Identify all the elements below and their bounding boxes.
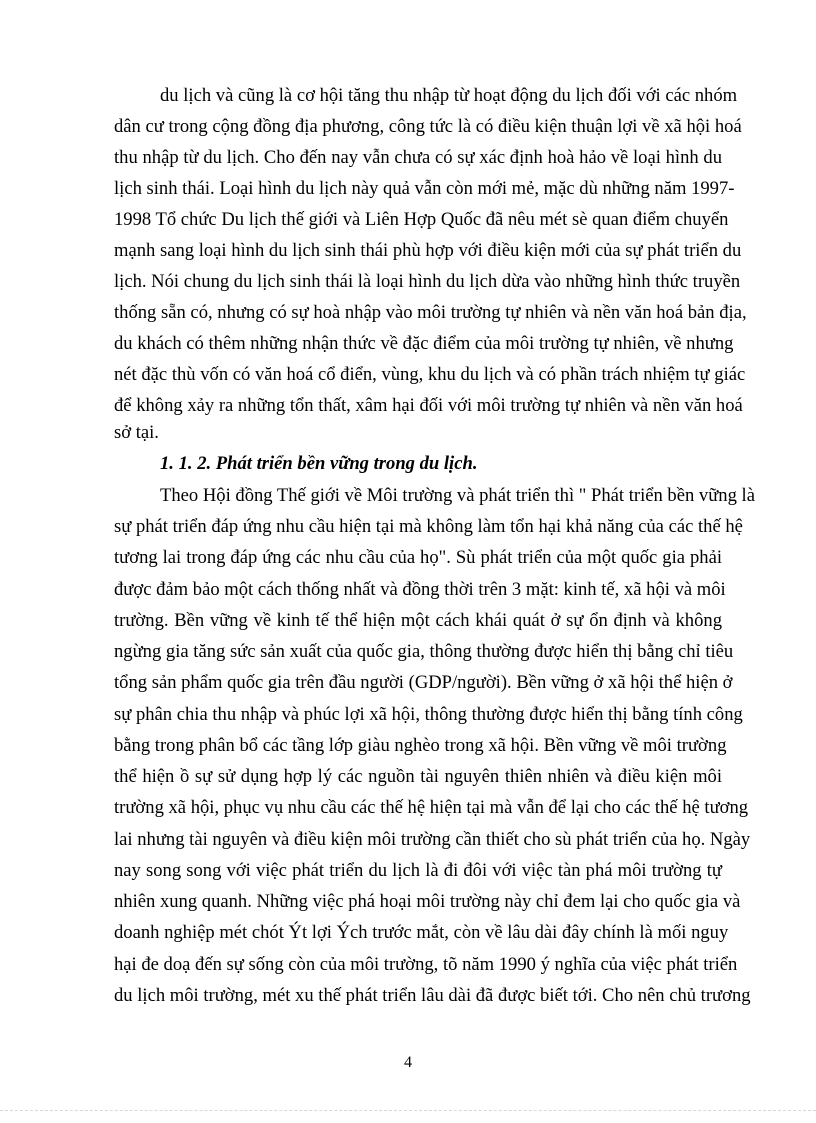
text-line: doanh nghiệp mét chót Ýt lợi Ých trước mắt, còn về lâu dài đây chính là mối nguy: [114, 922, 729, 943]
text-line: lịch sinh thái. Loại hình du lịch này quả vẫn còn mới mẻ, mặc dù những năm 1997-: [114, 178, 735, 199]
text-line: nay song song với việc phát triển du lịch là đi đôi với việc tàn phá môi trường tự: [114, 860, 722, 881]
text-line: sự phát triển đáp ứng nhu cầu hiện tại mà không làm tổn hại khả năng của các thế hệ: [114, 516, 743, 537]
text-line: bằng trong phân bổ các tầng lớp giàu nghèo trong xã hội. Bền vững về môi trường: [114, 735, 727, 756]
text-line: sở tại.: [114, 422, 159, 443]
section-heading: 1. 1. 2. Phát triển bền vững trong du lịch.: [160, 453, 478, 474]
text-line: lai nhưng tài nguyên và điều kiện môi trường cần thiết cho sù phát triển của họ. Ngày: [114, 829, 751, 850]
text-line: để không xảy ra những tổn thất, xâm hại đối với môi trường tự nhiên và nền văn hoá: [114, 395, 743, 416]
text-line: thể hiện ồ sự sử dụng hợp lý các nguồn tài nguyên thiên nhiên và điều kiện môi: [114, 766, 722, 787]
text-line: tương lai trong đáp ứng các nhu cầu của họ". Sù phát triển của một quốc gia phải: [114, 547, 722, 568]
text-line: sự phân chia thu nhập và phúc lợi xã hội, thông thường được hiển thị bằng tính công: [114, 704, 743, 725]
text-line: ngừng gia tăng sức sản xuất của quốc gia, thông thường được hiển thị bằng chỉ tiêu: [114, 641, 734, 662]
text-line: du lịch môi trường, mét xu thế phát triển lâu dài đã được biết tới. Cho nên chủ trương: [114, 985, 751, 1006]
text-line: trường. Bền vững về kinh tế thể hiện một cách khái quát ở sự ổn định và không: [114, 610, 722, 631]
text-line: nhiên xung quanh. Những việc phá hoại môi trường này chỉ đem lại cho quốc gia và: [114, 891, 741, 912]
text-line: du lịch và cũng là cơ hội tăng thu nhập từ hoạt động du lịch đối với các nhóm: [160, 85, 738, 106]
text-line: trường xã hội, phục vụ nhu cầu các thế hệ hiện tại mà vẫn để lại cho các thế hệ tương: [114, 797, 749, 818]
text-line: thống sẵn có, nhưng có sự hoà nhập vào môi trường tự nhiên và nền văn hoá bản địa,: [114, 302, 747, 323]
text-line: được đảm bảo một cách thống nhất và đồng thời trên 3 mặt: kinh tế, xã hội và môi: [114, 579, 726, 600]
text-line: dân cư trong cộng đồng địa phương, công tức là có điều kiện thuận lợi về xã hội hoá: [114, 116, 742, 137]
text-line: thu nhập từ du lịch. Cho đến nay vẫn chưa có sự xác định hoà hảo về loại hình du: [114, 147, 722, 168]
page-number: 4: [404, 1054, 412, 1071]
text-line: mạnh sang loại hình du lịch sinh thái phù hợp với điều kiện mới của sự phát triển du: [114, 240, 742, 261]
footer-divider: [0, 1110, 816, 1111]
text-line: Theo Hội đồng Thế giới về Môi trường và phát triển thì " Phát triển bền vững là: [160, 485, 755, 506]
text-line: lịch. Nói chung du lịch sinh thái là loại hình du lịch dừa vào những hình thức truyền: [114, 271, 741, 292]
text-line: du khách có thêm những nhận thức về đặc điểm của môi trường tự nhiên, về nhưng: [114, 333, 734, 354]
text-line: nét đặc thù vốn có văn hoá cổ điển, vùng, khu du lịch và có phần trách nhiệm tự giác: [114, 364, 746, 385]
text-line: tổng sản phẩm quốc gia trên đầu người (GDP/người). Bền vững ở xã hội thể hiện ở: [114, 672, 733, 693]
text-line: 1998 Tổ chức Du lịch thế giới và Liên Hợp Quốc đã nêu mét sè quan điểm chuyển: [114, 209, 729, 230]
text-line: hại đe doạ đến sự sống còn của môi trường, tõ năm 1990 ý nghĩa của việc phát triển: [114, 954, 738, 975]
